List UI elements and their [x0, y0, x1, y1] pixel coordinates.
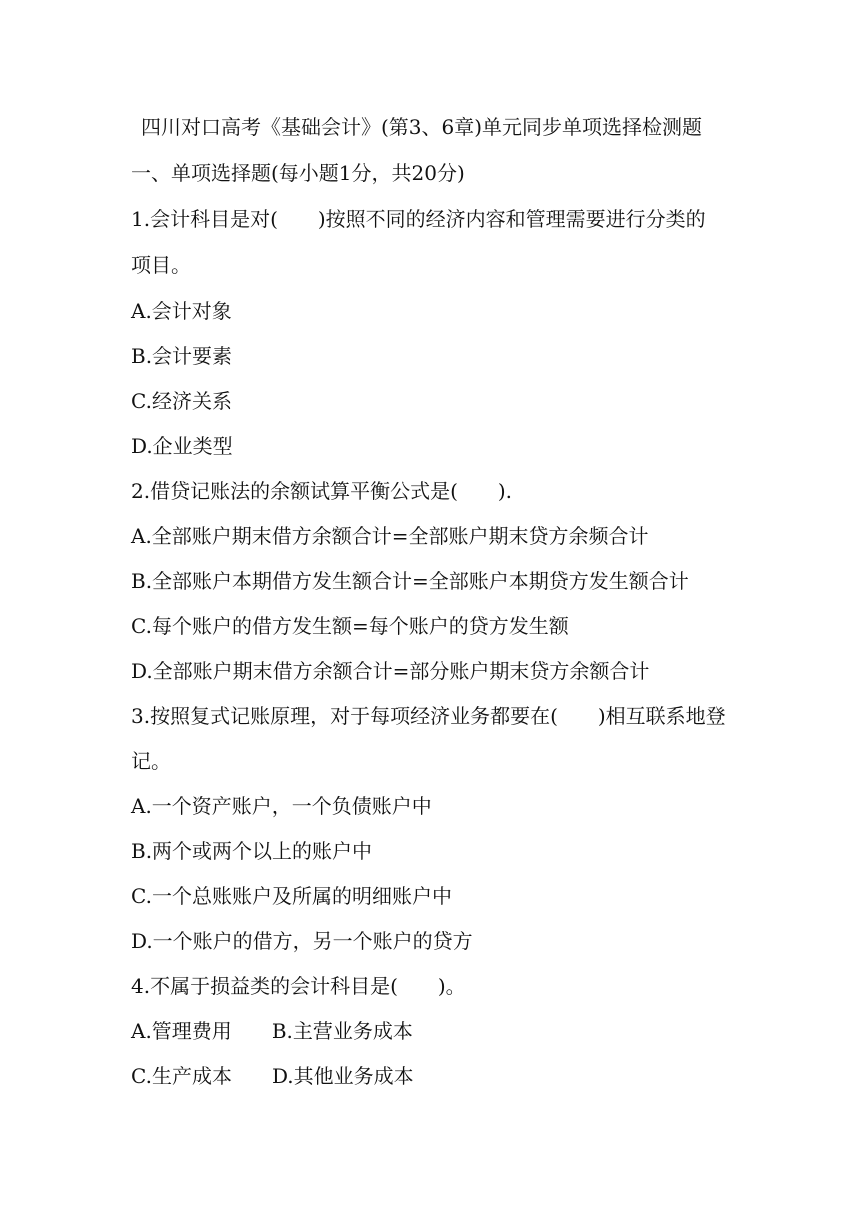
question-4-options-row-2	[131, 1062, 414, 1090]
question-4-option-a: A.管理费用	[131, 1019, 232, 1043]
question-3-option-c: C.一个总账账户及所属的明细账户中	[131, 884, 452, 908]
question-1-option-b: B.会计要素	[131, 344, 233, 368]
section-heading: 一、单项选择题(每小题1分，共20分)	[131, 161, 465, 185]
question-4-option-b: B.主营业务成本	[271, 1019, 413, 1043]
question-3-option-a: A.一个资产账户，一个负债账户中	[131, 794, 432, 818]
question-1-option-a: A.会计对象	[131, 299, 232, 323]
question-4-option-d: D.其他业务成本	[271, 1064, 414, 1088]
question-2-stem: 2.借贷记账法的余额试算平衡公式是( ).	[131, 479, 513, 503]
document-title: 四川对口高考《基础会计》(第3、6章)单元同步单项选择检测题	[141, 115, 703, 139]
question-3-stem-line-2: 记。	[131, 749, 171, 773]
question-2-option-d: D.全部账户期末借方余额合计=部分账户期末贷方余额合计	[131, 659, 650, 683]
question-3-stem-line-1: 3.按照复式记账原理，对于每项经济业务都要在( )相互联系地登	[131, 704, 726, 728]
question-1-stem-line-1: 1.会计科目是对( )按照不同的经济内容和管理需要进行分类的	[131, 207, 706, 231]
question-4-stem: 4.不属于损益类的会计科目是( )。	[131, 974, 466, 998]
question-2-option-c: C.每个账户的借方发生额=每个账户的贷方发生额	[131, 614, 569, 638]
question-3-option-b: B.两个或两个以上的账户中	[131, 839, 373, 863]
question-4-option-c: C.生产成本	[131, 1064, 232, 1088]
question-1-option-c: C.经济关系	[131, 389, 232, 413]
question-2-option-a: A.全部账户期末借方余额合计=全部账户期末贷方余频合计	[131, 524, 649, 548]
question-1-stem-line-2: 项目。	[131, 253, 191, 277]
question-4-options-row-1	[131, 1017, 413, 1045]
question-3-option-d: D.一个账户的借方，另一个账户的贷方	[131, 929, 473, 953]
question-1-option-d: D.企业类型	[131, 434, 233, 458]
question-2-option-b: B.全部账户本期借方发生额合计=全部账户本期贷方发生额合计	[131, 569, 689, 593]
